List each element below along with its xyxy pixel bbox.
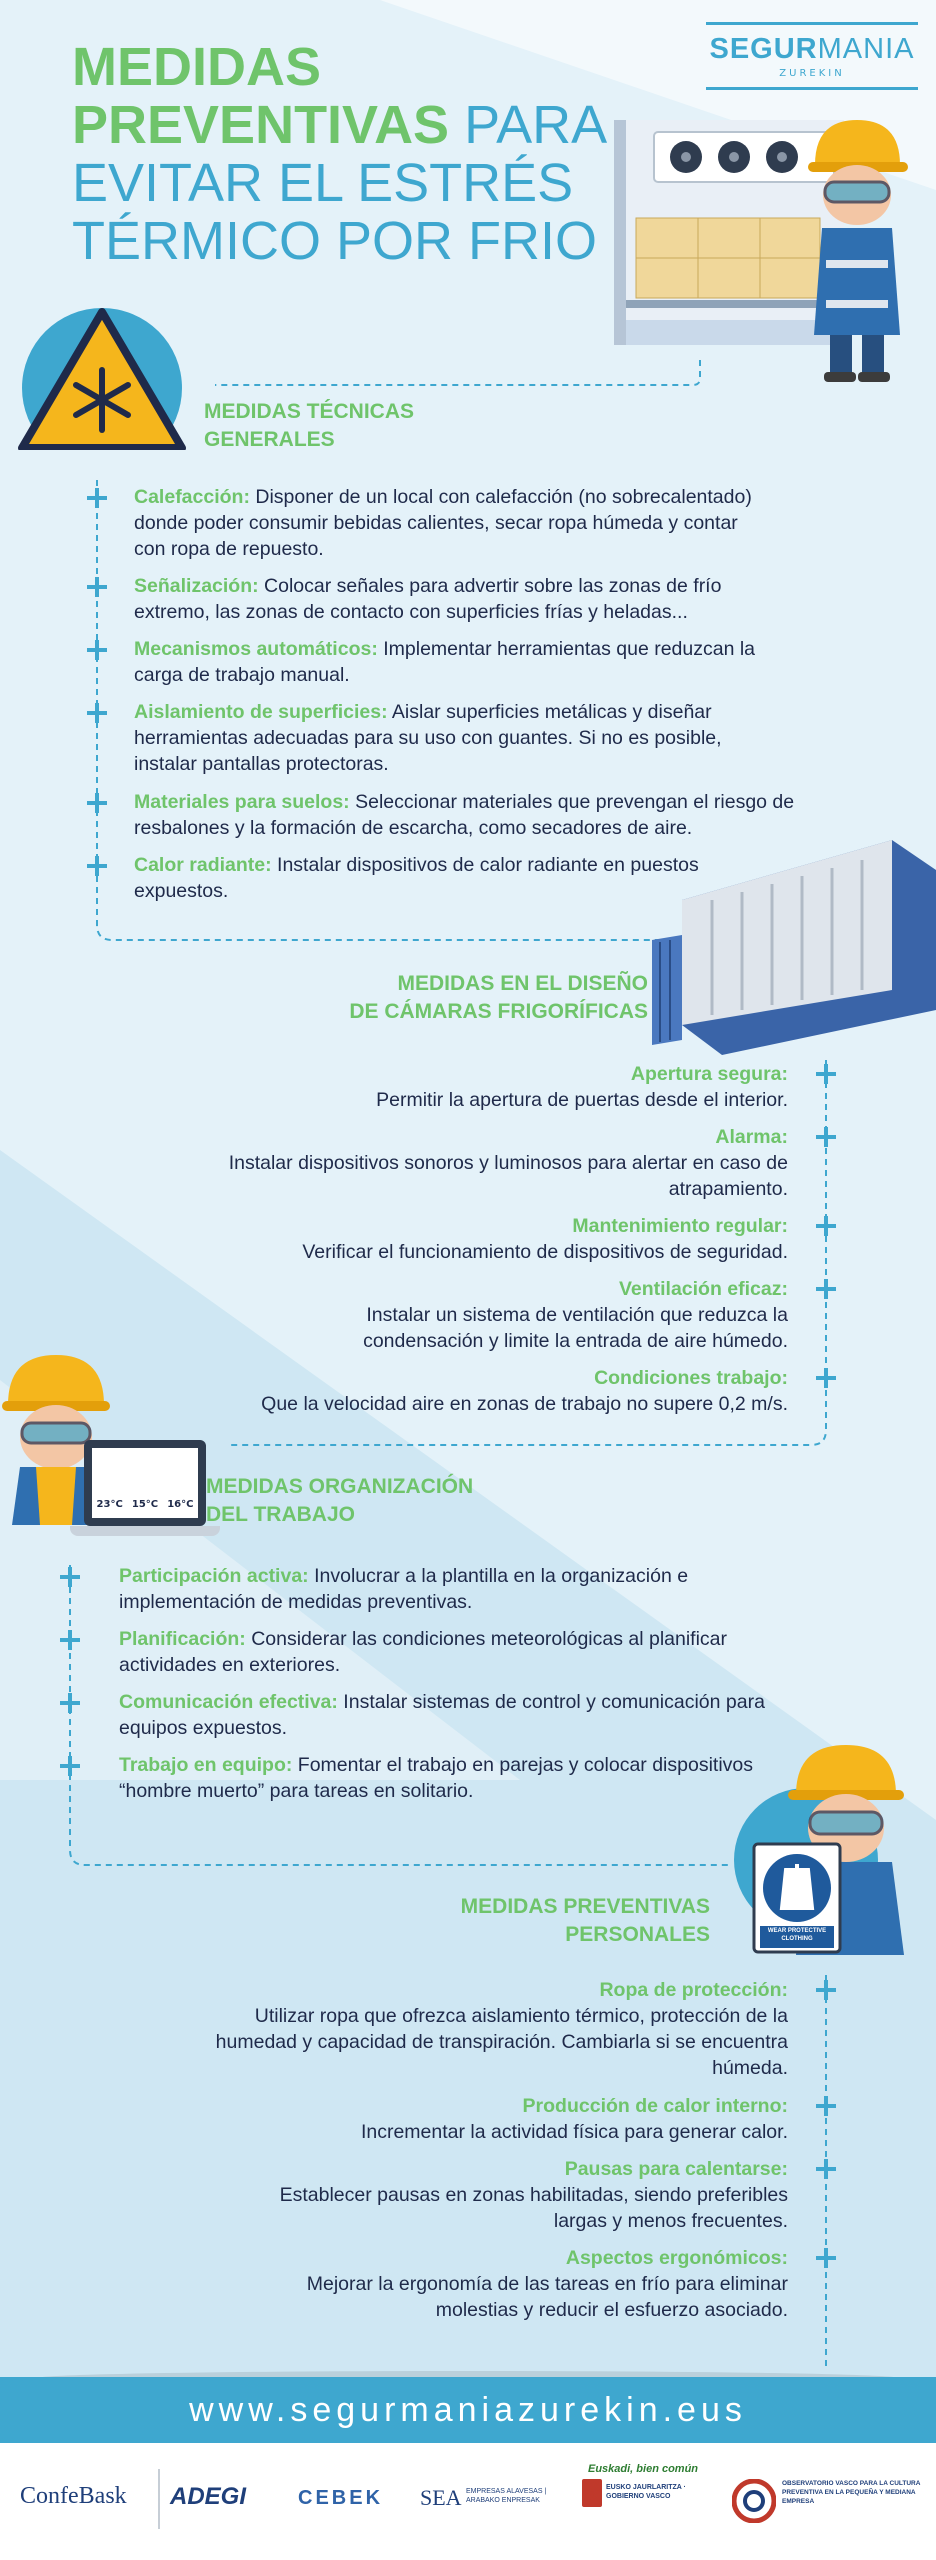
section-tecnicas-title-2: GENERALES [204,428,335,451]
worker-illustration-1 [800,110,915,385]
plus-icon [816,1279,836,1299]
snowflake-warning-icon [14,300,194,450]
title-line-3: EVITAR EL ESTRÉS [72,153,574,213]
refrigerated-container-illustration [652,840,936,1055]
list-item-trabajo-equipo: Trabajo en equipo: Fomentar el trabajo en parejas y colocar dispositivos “hombre muerto” para tareas en solitario. [119,1754,753,1802]
url-banner [0,2377,936,2443]
website-link[interactable]: www.segurmaniazurekin.eus [189,2391,747,2429]
plus-icon [87,793,107,813]
logo-bold: SEGUR [709,33,818,65]
logo-light: MANIA [817,33,915,65]
segurmania-logo [706,22,918,90]
plus-icon [60,1630,80,1650]
plus-icon [816,1127,836,1147]
plus-icon [60,1693,80,1713]
list-item-ropa: Ropa de protección: Utilizar ropa que ofrezca aislamiento térmico, protección de la humedad y capacidad de transpiración. Cambiarla si se encuentra húmeda. [215,1979,788,2079]
list-item-senalizacion: Señalización: Colocar señales para advertir sobre las zonas de frío extremo, las zonas de contacto con superficies frías y heladas... [134,575,722,623]
plus-icon [87,577,107,597]
section-organizacion-title-2: DEL TRABAJO [206,1503,355,1526]
section-organizacion-heading [206,1473,526,1529]
section-personales-title-2: PERSONALES [565,1923,710,1946]
adegi-logo: ADEGI [170,2483,247,2510]
list-item-ventilacion: Ventilación eficaz: Instalar un sistema de ventilación que reduzca la condensación y limite la entrada de aire húmedo. [363,1278,788,1352]
plus-icon [816,1368,836,1388]
confebask-logo: ConfeBask [20,2483,127,2509]
section-camaras-title-1: MEDIDAS EN EL DISEÑO [397,972,648,995]
euskadi-slogan: Euskadi, bien común [588,2463,699,2475]
coat-of-arms-icon [582,2479,602,2507]
plus-icon [816,1216,836,1236]
plus-icon [87,640,107,660]
cebek-logo: CEBEK [298,2487,384,2509]
weather-screen [92,1448,198,1518]
section-tecnicas-heading [204,398,524,454]
plus-icon [60,1567,80,1587]
section-camaras-heading [300,970,648,1026]
plus-icon [816,1064,836,1084]
page-title [72,38,632,270]
list-item-apertura: Apertura segura: Permitir la apertura de puertas desde el interior. [376,1063,788,1111]
osalan-icon [732,2479,776,2523]
plus-icon [60,1756,80,1776]
list-item-condiciones: Condiciones trabajo: Que la velocidad aire en zonas de trabajo no supere 0,2 m/s. [261,1367,788,1415]
list-item-participacion: Participación activa: Involucrar a la plantilla en la organización e implementación de medidas preventivas. [119,1565,689,1613]
laptop-illustration [70,1440,220,1550]
list-item-aislamiento: Aislamiento de superficies: Aislar superficies metálicas y diseñar herramientas adecuadas para su uso con guantes. Si no es posible, instalar pantallas protectoras. [134,701,722,775]
list-item-alarma: Alarma: Instalar dispositivos sonoros y luminosos para alertar en caso de atrapamiento. [228,1126,788,1200]
list-item-mecanismos: Mecanismos automáticos: Implementar herramientas que reduzcan la carga de trabajo manual. [134,638,756,686]
title-line-2a: PREVENTIVAS [72,95,450,155]
plus-icon [816,2159,836,2179]
list-item-calor-radiante: Calor radiante: Instalar dispositivos de calor radiante en puestos expuestos. [134,854,699,902]
footer-divider [158,2469,160,2529]
title-line-2b: PARA [449,95,608,155]
section-camaras-title-2: DE CÁMARAS FRIGORÍFICAS [349,1000,648,1023]
temp-3: 16°C [167,1499,194,1510]
footer-logos [0,2443,936,2560]
list-item-materiales: Materiales para suelos: Seleccionar materiales que prevengan el riesgo de resbalones y la formación de escarcha, como secadores de aire. [134,791,795,839]
title-line-1: MEDIDAS [72,37,322,97]
logo-sub: ZUREKIN [779,68,845,79]
plus-icon [87,488,107,508]
sign-text: WEAR PROTECTIVE CLOTHING [767,1928,827,1942]
list-item-pausas: Pausas para calentarse: Establecer pausas en zonas habilitadas, siendo preferibles largas y menos frecuentes. [279,2158,788,2232]
osalan-text: OBSERVATORIO VASCO PARA LA CULTURA PREVENTIVA EN LA PEQUEÑA Y MEDIANA EMPRESA [782,2480,921,2505]
cold-warning-badge [14,300,194,450]
list-item-comunicacion: Comunicación efectiva: Instalar sistemas de control y comunicación para equipos expuestos. [119,1691,765,1739]
sea-logo: SEA [420,2485,462,2510]
plus-icon [87,703,107,723]
plus-icon [816,2096,836,2116]
list-item-planificacion: Planificación: Considerar las condiciones meteorológicas al planificar actividades en exteriores. [119,1628,728,1676]
plus-icon [87,856,107,876]
list-item-calor-interno: Producción de calor interno: Incrementar la actividad física para generar calor. [360,2095,788,2143]
section-tecnicas-title-1: MEDIDAS TÉCNICAS [204,400,415,423]
title-line-4: TÉRMICO POR FRIO [72,211,597,271]
temp-2: 15°C [131,1499,159,1510]
temp-1: 23°C [96,1499,123,1510]
section-organizacion-title-1: MEDIDAS ORGANIZACIÓN [206,1475,474,1498]
list-item-ergonomicos: Aspectos ergonómicos: Mejorar la ergonomía de las tareas en frío para eliminar molestias y reducir el esfuerzo asociado. [306,2247,788,2321]
gobierno-vasco-logo: EUSKO JAURLARITZA · GOBIERNO VASCO [606,2484,686,2500]
list-item-mantenimiento: Mantenimiento regular: Verificar el funcionamiento de dispositivos de seguridad. [302,1215,788,1263]
list-item-calefaccion: Calefacción: Disponer de un local con calefacción (no sobrecalentado) donde poder consumir bebidas calientes, secar ropa húmeda y contar con ropa de repuesto. [134,486,752,560]
plus-icon [816,2248,836,2268]
section-personales-title-1: MEDIDAS PREVENTIVAS [460,1895,710,1918]
section-personales-heading [400,1893,710,1949]
plus-icon [816,1980,836,2000]
sea-logo-subtitle: EMPRESAS ALAVESAS | ARABAKO ENPRESAK [466,2488,547,2504]
